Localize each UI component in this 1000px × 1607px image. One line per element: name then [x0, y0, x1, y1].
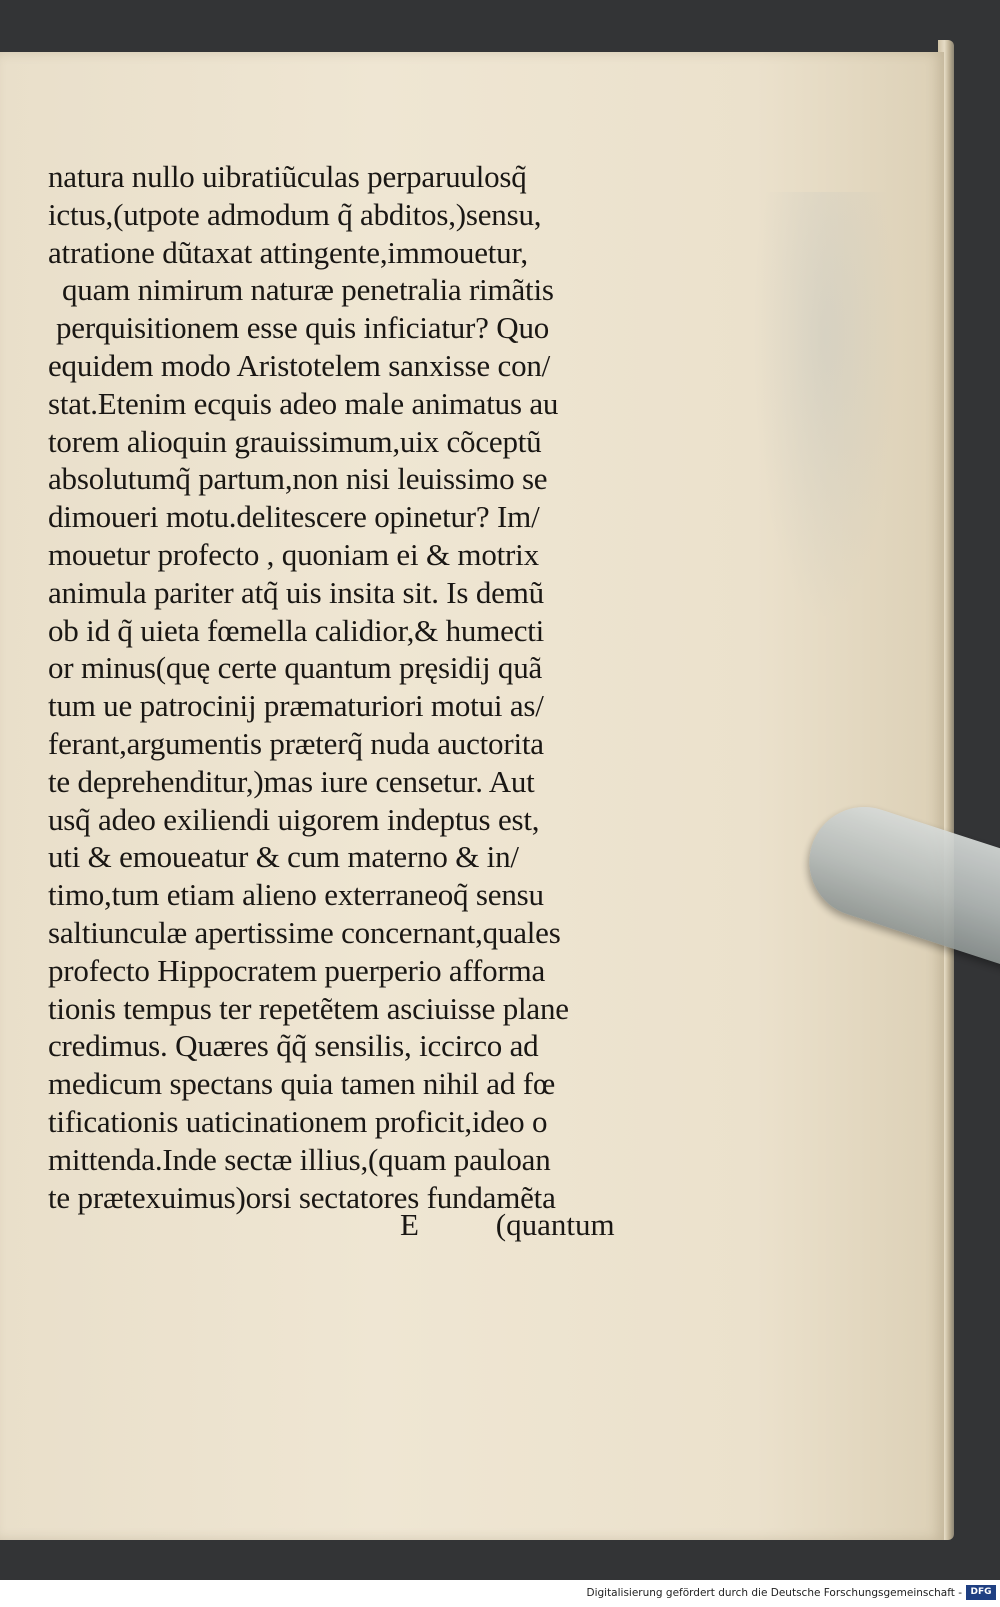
text-line: atratione dũtaxat attingente,immouetur, — [48, 234, 528, 270]
text-line: tionis tempus ter repetẽtem asciuisse plane — [48, 990, 569, 1026]
text-line: profecto Hippocratem puerperio afforma — [48, 952, 546, 988]
text-line: medicum spectans quia tamen nihil ad fœ — [48, 1066, 555, 1102]
text-line: torem alioquin grauissimum,uix cõceptũ — [48, 423, 542, 459]
text-line: timo,tum etiam alieno exterraneoq̃ sensu — [48, 877, 544, 913]
text-line: stat.Etenim ecquis adeo male animatus au — [48, 385, 559, 421]
signature-line — [400, 1207, 650, 1243]
text-line: uti & emoueatur & cum materno & in/ — [48, 839, 519, 875]
text-line: absolutumq̃ partum,non nisi leuissimo se — [48, 461, 548, 497]
text-line: te deprehenditur,)mas iure censetur. Aut — [48, 763, 535, 799]
text-line: te prætexuimus)orsi sectatores fundamẽta — [48, 1179, 556, 1215]
text-line: credimus. Quæres q̃q̃ sensilis, iccirco ad — [48, 1028, 539, 1064]
text-line: ictus,(utpote admodum q̃ abditos,)sensu, — [48, 196, 542, 232]
signature-mark: E — [400, 1207, 419, 1242]
text-line: usq̃ adeo exiliendi uigorem indeptus est, — [48, 801, 540, 837]
text-line: tificationis uaticinationem proficit,ideo o — [48, 1103, 548, 1139]
show-through-ink — [740, 192, 910, 672]
text-line: saltiunculæ apertissime concernant,quales — [48, 914, 561, 950]
text-line: natura nullo uibratiũculas perparuulosq̃ — [48, 159, 527, 194]
text-line: ferant,argumentis præterq̃ nuda auctorita — [48, 725, 544, 761]
footer-bar — [0, 1580, 1000, 1607]
text-line: or minus(quę certe quantum pręsidij quã — [48, 650, 543, 686]
text-line: ob id q̃ uieta fœmella calidior,& humecti — [48, 612, 545, 648]
catchword: (quantum — [495, 1207, 615, 1242]
digitization-credit: Digitalisierung gefördert durch die Deutsche Forschungsgemeinschaft - — [586, 1587, 962, 1599]
text-line: mouetur profecto , quoniam ei & motrix — [48, 536, 539, 572]
text-line: quam nimirum naturæ penetralia rimãtis — [62, 272, 554, 308]
text-line: mittenda.Inde sectæ illius,(quam pauloan — [48, 1141, 551, 1177]
dfg-logo: DFG — [966, 1585, 996, 1600]
text-line: animula pariter atq̃ uis insita sit. Is demũ — [48, 574, 544, 610]
text-line: perquisitionem esse quis inficiatur? Quo — [56, 310, 550, 346]
text-line: dimoueri motu.delitescere opinetur? Im/ — [48, 499, 540, 535]
text-line: tum ue patrocinij præmaturiori motui as/ — [48, 688, 544, 724]
text-line: equidem modo Aristotelem sanxisse con/ — [48, 347, 551, 383]
text-block — [48, 158, 648, 1216]
